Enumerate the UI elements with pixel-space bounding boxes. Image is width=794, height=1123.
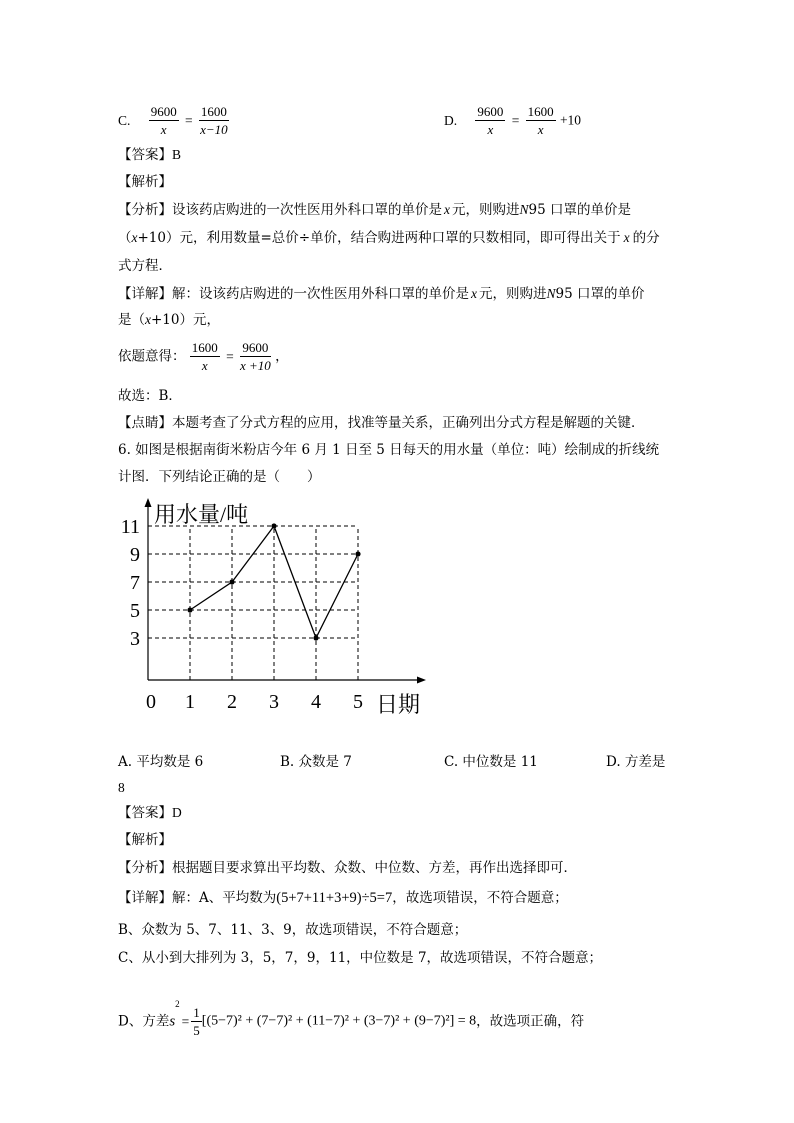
q5-xiangjie-2: 是（x+10）元， [118,312,220,328]
option-d-frac2: $\frac{1600}{x}$ [527,104,554,137]
data-point [229,579,234,584]
q5-guxuan: 故选：B． [118,388,182,404]
x-axis-arrow [417,677,426,684]
q6-stem-1: 6. 如图是根据南街米粉店今年 6 月 1 日至 5 日每天的用水量（单位：吨）绘制成的折线统 [118,442,660,458]
x-tick-label: 1 [185,691,195,713]
y-tick-label: 3 [130,628,140,650]
q6-option-a: A. 平均数是 6 [118,754,204,770]
x-tick-label: 0 [146,691,156,713]
q5-eq-frac2: $\frac{9600}{x +10}$ [240,340,271,373]
q6-analysis-tag: 【解析】 [118,832,172,848]
y-axis-arrow [145,498,152,507]
q5-xiangjie-1: 【详解】解：设该药店购进的一次性医用外科口罩的单价是 x 元，则购进N95 口罩的单价 [118,286,645,302]
x-tick-label: 2 [227,691,237,713]
option-c-label: C. [118,112,131,128]
q6-option-d-wrap: 8 [118,780,125,795]
y-tick-label: 9 [130,544,140,566]
y-axis-label: 用水量/吨 [154,502,249,527]
q5-eq-frac1: $\frac{1600}{x}$ [191,340,218,373]
option-c: C. $\frac{9600}{x}$ = $\frac{1600}{x-10}$ [118,104,228,137]
y-tick-label: 5 [130,600,140,622]
q5-fenxi-2: （x+10）元，利用数量=总价÷单价，结合购进两种口罩的只数相同，即可得出关于 x 的分 [118,230,660,246]
q5-fenxi-3: 式方程． [118,258,172,274]
chart-grid [148,526,358,680]
q6-xiangjie-a: 【详解】解：A、平均数为(5+7+11+3+9)÷5=7，故选项错误，不符合题意； [118,890,568,906]
q6-fenxi: 【分析】根据题目要求算出平均数、众数、中位数、方差，再作出选择即可． [118,860,577,876]
q5-fenxi-1: 【分析】设该药店购进的一次性医用外科口罩的单价是 x 元，则购进N95 口罩的单价是 [118,202,631,218]
water-usage-line-chart [120,490,440,720]
option-d-frac1: $\frac{9600}{x}$ [477,104,504,137]
q6-stem-2: 计图．下列结论正确的是（ ） [118,469,321,485]
q6-answer: 【答案】D [118,805,182,821]
data-point [313,635,318,640]
x-tick-label: 3 [269,691,279,713]
option-c-frac1: $\frac{9600}{x}$ [150,104,177,137]
q6-xiangjie-d: D、方差$s^2=$ $\frac{1}{5}$ [(5−7)² + (7−7)² + (11−7)² + (3−7)² + (9−7)²] = 8，故选项正确，符 [118,999,585,1038]
data-point [187,607,192,612]
q5-equation: 依题意得： $\frac{1600}{x}$ = $\frac{9600}{x +10}$ ， [118,340,289,373]
option-c-frac2: $\frac{1600}{x-10}$ [200,104,228,137]
q6-option-d: D. 方差是 [606,754,666,770]
q6-option-b: B. 众数是 7 [280,754,352,770]
y-tick-label: 11 [120,516,140,538]
q6-xiangjie-b: B、众数为 5、7、11、3、9，故选项错误，不符合题意； [118,922,468,938]
option-d: D. $\frac{9600}{x}$ = $\frac{1600}{x}$ +10 [444,104,582,137]
chart-tick-labels [121,516,363,713]
data-point [355,551,360,556]
q6-option-c: C. 中位数是 11 [444,754,538,770]
q5-answer: 【答案】B [118,147,182,163]
data-point [271,523,276,528]
q6-var-frac: $\frac{1}{5}$ [193,1005,200,1038]
q5-analysis-tag: 【解析】 [118,174,172,190]
q6-xiangjie-c: C、从小到大排列为 3，5，7，9，11，中位数是 7，故选项错误，不符合题意； [118,950,603,966]
y-tick-label: 7 [130,572,140,594]
x-tick-label: 5 [353,691,363,713]
x-axis-label: 日期 [376,692,421,717]
option-d-label: D. [444,112,458,128]
q5-dianjing: 【点睛】本题考查了分式方程的应用，找准等量关系，正确列出分式方程是解题的关键． [118,415,645,431]
x-tick-label: 4 [311,691,321,713]
